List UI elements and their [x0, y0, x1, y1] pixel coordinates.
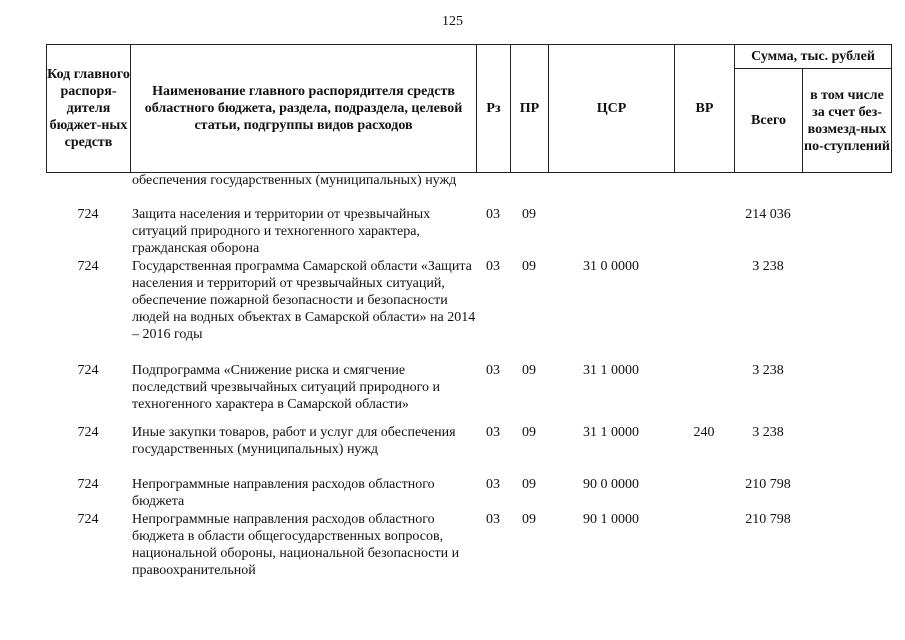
header-total: Всего	[735, 69, 803, 173]
row-code: 724	[77, 512, 99, 527]
row-code: 724	[77, 363, 99, 378]
header-sum: Сумма, тыс. рублей	[735, 45, 892, 69]
header-including: в том числе за счет без-возмезд-ных по-ступлений	[803, 69, 892, 173]
table-header	[46, 44, 892, 173]
header-code: Код главного распоря-дителя бюджет-ных средств	[47, 45, 131, 173]
page-number: 125	[442, 14, 463, 29]
row-code: 724	[77, 477, 99, 492]
row-rz: 03	[486, 207, 500, 222]
row-total: 3 238	[752, 363, 784, 378]
row-name: Подпрограмма «Снижение риска и смягчение последствий чрезвычайных ситуаций природного и техногенного характера в Самарской области»	[132, 363, 440, 412]
row-code: 724	[77, 425, 99, 440]
row-csr: 90 1 0000	[583, 512, 639, 527]
row-total: 3 238	[752, 259, 784, 274]
row-name: Непрограммные направления расходов областного бюджета	[132, 477, 435, 509]
row-csr: 90 0 0000	[583, 477, 639, 492]
table-body	[46, 172, 891, 581]
table-row	[46, 172, 891, 206]
header-vr: ВР	[675, 45, 735, 173]
row-rz: 03	[486, 259, 500, 274]
table-row	[46, 258, 891, 362]
row-name: Непрограммные направления расходов областного бюджета в области общегосударственных вопросов, национальной обороны, национальной безопасности и правоохранительной	[132, 512, 460, 578]
row-total: 210 798	[745, 477, 791, 492]
row-name: Защита населения и территории от чрезвычайных ситуаций природного и техногенного характера, гражданская оборона	[132, 207, 431, 256]
row-code: 724	[77, 207, 99, 222]
header-rz: Рз	[477, 45, 511, 173]
table-row	[46, 362, 891, 424]
table-row	[46, 511, 891, 581]
row-rz: 03	[486, 363, 500, 378]
row-pr: 09	[522, 477, 536, 492]
row-total: 214 036	[745, 207, 791, 222]
row-rz: 03	[486, 512, 500, 527]
row-code: 724	[77, 259, 99, 274]
row-name: обеспечения государственных (муниципальных) нужд	[132, 173, 457, 188]
header-name: Наименование главного распорядителя средств областного бюджета, раздела, подраздела, целевой статьи, подгруппы видов расходов	[131, 45, 477, 173]
table-row	[46, 424, 891, 476]
row-name: Иные закупки товаров, работ и услуг для обеспечения государственных (муниципальных) нужд	[132, 425, 456, 457]
row-total: 3 238	[752, 425, 784, 440]
row-total: 210 798	[745, 512, 791, 527]
row-pr: 09	[522, 425, 536, 440]
header-pr: ПР	[511, 45, 549, 173]
row-pr: 09	[522, 363, 536, 378]
row-pr: 09	[522, 207, 536, 222]
row-pr: 09	[522, 259, 536, 274]
row-name: Государственная программа Самарской области «Защита населения и территорий от чрезвычайных ситуаций, обеспечение пожарной безопасности и безопасности людей на водных объектах в Самарской области» на 2014 – 2016 годы	[132, 259, 476, 342]
row-rz: 03	[486, 477, 500, 492]
row-csr: 31 0 0000	[583, 259, 639, 274]
header-csr: ЦСР	[549, 45, 675, 173]
row-pr: 09	[522, 512, 536, 527]
table-row	[46, 206, 891, 258]
row-rz: 03	[486, 425, 500, 440]
row-csr: 31 1 0000	[583, 425, 639, 440]
row-vr: 240	[693, 425, 715, 440]
row-csr: 31 1 0000	[583, 363, 639, 378]
table-row	[46, 476, 891, 511]
